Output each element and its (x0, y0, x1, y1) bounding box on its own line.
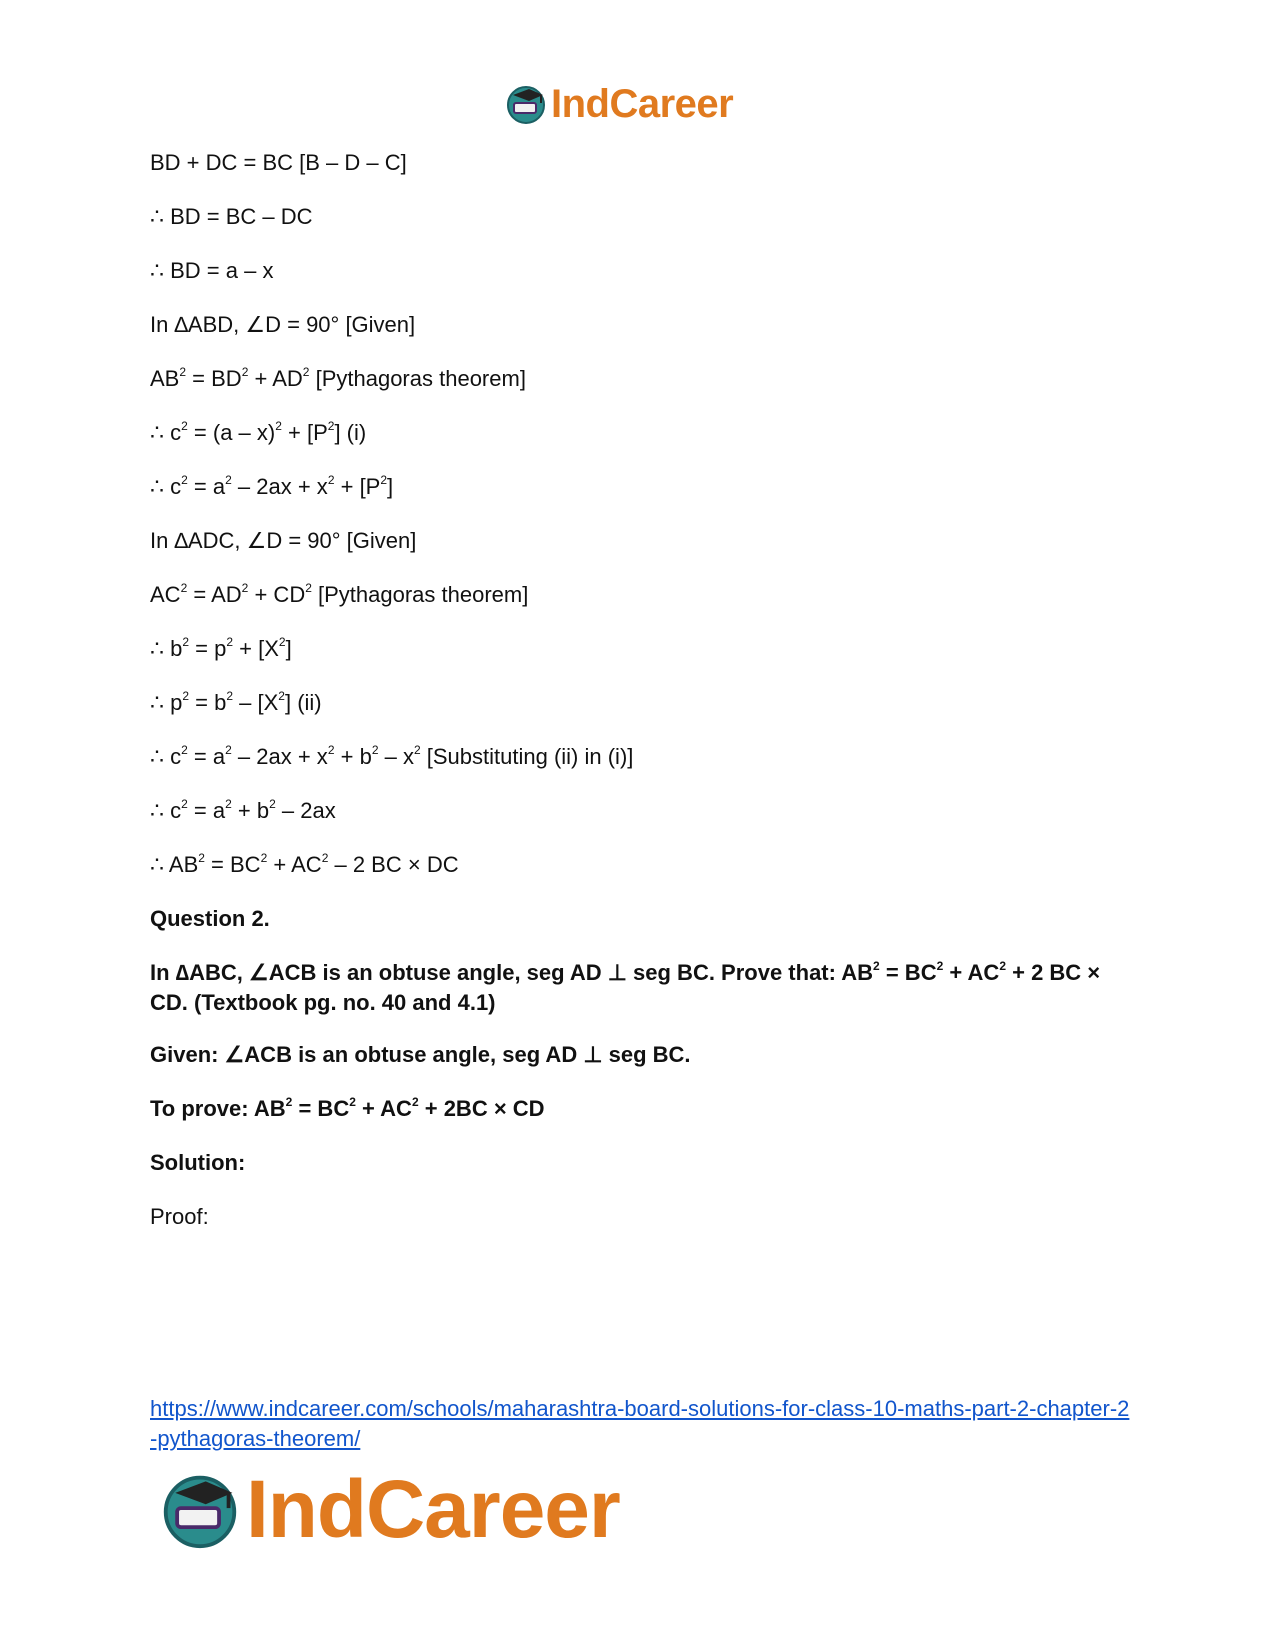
text-line: ∴ BD = BC – DC (150, 204, 313, 229)
superscript: 2 (182, 634, 190, 649)
text-run: ] (ii) (284, 690, 322, 715)
bold-line: Given: ∠ACB is an obtuse angle, seg AD ⊥ seg BC. (150, 1042, 691, 1067)
text-run: + [P (334, 474, 381, 499)
superscript: 2 (413, 742, 421, 757)
graduation-book-globe-icon (505, 83, 547, 125)
text-run: + b (334, 744, 372, 769)
text-run: – x (378, 744, 414, 769)
text-line: BD + DC = BC [B – D – C] (150, 150, 407, 175)
superscript: 2 (180, 580, 188, 595)
text-run: = b (189, 690, 227, 715)
text-line (150, 580, 528, 610)
superscript: 2 (269, 796, 276, 811)
superscript: 2 (226, 634, 234, 649)
text-run: AB (150, 366, 180, 391)
text-run: – 2ax (275, 798, 336, 823)
text-run: + AC (355, 1096, 412, 1121)
header-logo (505, 78, 733, 130)
text-run: + b (231, 798, 270, 823)
text-run: – 2 BC × DC (328, 852, 459, 877)
text-line (150, 796, 336, 826)
text-run: + 2BC × CD (418, 1096, 545, 1121)
text-run: = a (187, 474, 226, 499)
bold-line (150, 1094, 545, 1124)
text-run: [Substituting (ii) in (i)] (420, 744, 634, 769)
superscript: 2 (278, 688, 285, 703)
superscript: 2 (260, 850, 268, 865)
superscript: 2 (181, 796, 188, 811)
superscript: 2 (411, 1094, 419, 1109)
text-run: – 2ax + x (231, 474, 328, 499)
text-run: = BC (292, 1096, 350, 1121)
text-line (150, 418, 366, 448)
text-line (150, 472, 393, 502)
superscript: 2 (305, 580, 312, 595)
superscript: 2 (225, 472, 232, 487)
superscript: 2 (275, 418, 282, 433)
text-run: = a (187, 798, 226, 823)
superscript: 2 (198, 850, 205, 865)
superscript: 2 (226, 688, 234, 703)
superscript: 2 (181, 418, 188, 433)
text-line: In ∆ABD, ∠D = 90° [Given] (150, 312, 416, 337)
superscript: 2 (225, 742, 232, 757)
text-run: = p (189, 636, 227, 661)
text-run: AC (150, 582, 181, 607)
text-run: [Pythagoras theorem] (311, 582, 529, 607)
superscript: 2 (241, 580, 249, 595)
superscript: 2 (179, 364, 187, 379)
text-run: = (a – x) (187, 420, 276, 445)
text-line (150, 634, 292, 664)
text-run: + [P (281, 420, 328, 445)
superscript: 2 (327, 742, 335, 757)
bold-line: Solution: (150, 1150, 246, 1175)
text-line: ∴ BD = a – x (150, 258, 274, 283)
superscript: 2 (241, 364, 249, 379)
text-run: ∴ c (150, 474, 182, 499)
text-line (150, 742, 633, 772)
text-line (150, 364, 526, 394)
superscript: 2 (873, 958, 880, 973)
text-line: Proof: (150, 1204, 209, 1229)
superscript: 2 (327, 472, 335, 487)
text-run: ∴ c (150, 420, 182, 445)
text-line (150, 850, 459, 880)
text-run: = AD (187, 582, 242, 607)
superscript: 2 (936, 958, 944, 973)
text-run: + AC (267, 852, 322, 877)
text-line (150, 688, 322, 718)
superscript: 2 (285, 1094, 293, 1109)
superscript: 2 (380, 472, 388, 487)
superscript: 2 (181, 472, 188, 487)
text-line: In ∆ADC, ∠D = 90° [Given] (150, 528, 417, 553)
bold-line: Question 2. (150, 906, 270, 931)
superscript: 2 (182, 688, 190, 703)
text-run: ∴ AB (150, 852, 199, 877)
source-link[interactable]: https://www.indcareer.com/schools/maharashtra-board-solutions-for-class-10-maths-part-2-chapter-2-pythagoras-theorem/ (150, 1396, 1130, 1451)
superscript: 2 (349, 1094, 356, 1109)
footer-logo-text: IndCareer (246, 1464, 620, 1555)
graduation-book-globe-icon (160, 1470, 240, 1550)
superscript: 2 (181, 742, 188, 757)
text-run: + AD (248, 366, 303, 391)
superscript: 2 (278, 634, 286, 649)
header-logo-text: IndCareer (551, 81, 734, 126)
text-run: ∴ c (150, 798, 182, 823)
text-run: + [X (233, 636, 279, 661)
superscript: 2 (321, 850, 329, 865)
text-run: ] (285, 636, 292, 661)
text-run: – [X (233, 690, 279, 715)
text-run: In ∆ABC, ∠ACB is an obtuse angle, seg AD ⊥ seg BC. Prove that: AB (150, 960, 874, 985)
text-run: = BD (186, 366, 242, 391)
text-run: + AC (943, 960, 1000, 985)
text-run: ] (387, 474, 394, 499)
text-run: = BC (204, 852, 261, 877)
text-run: = a (187, 744, 226, 769)
text-run: – 2ax + x (231, 744, 328, 769)
text-run: = BC (879, 960, 937, 985)
text-run: + 2 BC × CD. (Textbook pg. no. 40 and 4.1) (150, 960, 1101, 1015)
bold-line (150, 958, 1130, 1018)
text-run: To prove: AB (150, 1096, 286, 1121)
text-run: [Pythagoras theorem] (309, 366, 526, 391)
superscript: 2 (999, 958, 1006, 973)
text-run: ] (i) (334, 420, 367, 445)
footer-logo (160, 1465, 620, 1555)
text-run: ∴ p (150, 690, 183, 715)
text-run: ∴ b (150, 636, 183, 661)
superscript: 2 (371, 742, 379, 757)
text-run: ∴ c (150, 744, 182, 769)
text-run: + CD (248, 582, 306, 607)
superscript: 2 (302, 364, 310, 379)
superscript: 2 (225, 796, 232, 811)
superscript: 2 (327, 418, 335, 433)
